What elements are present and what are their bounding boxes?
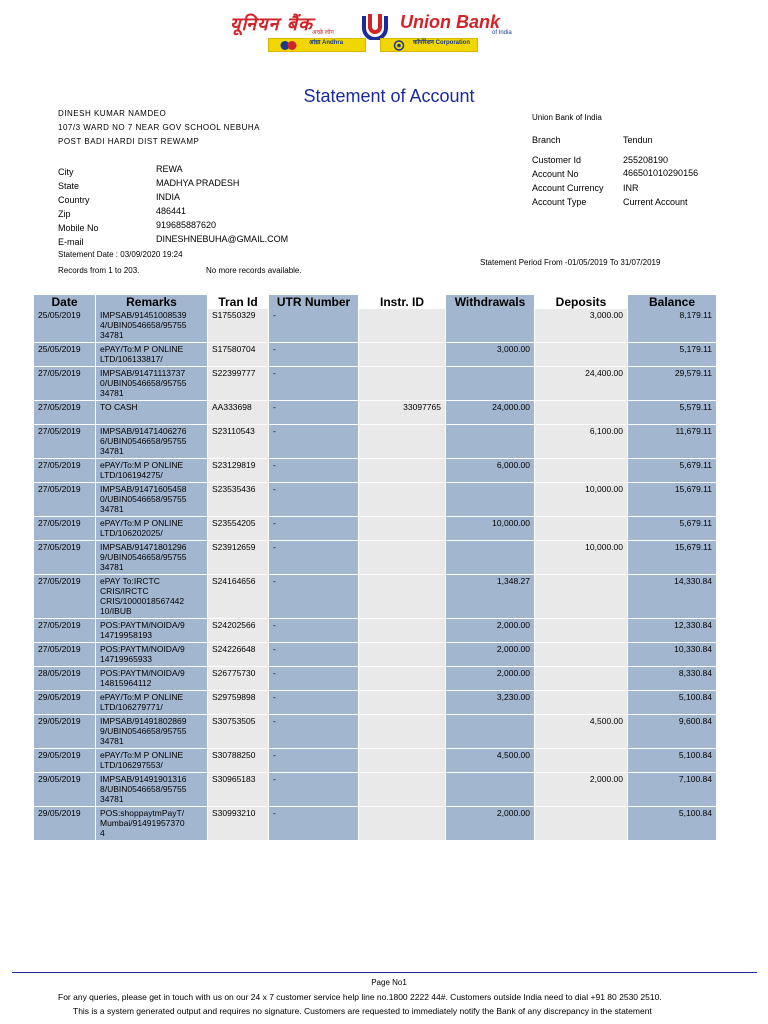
cell-instr-id [359,343,445,366]
cell-date: 27/05/2019 [34,541,95,574]
cell-instr-id [359,541,445,574]
cell-utr-number: - [269,643,358,666]
cell-withdrawal: 2,000.00 [446,807,534,840]
cell-date: 27/05/2019 [34,401,95,424]
cell-date: 25/05/2019 [34,343,95,366]
cell-deposit: 6,100.00 [535,425,627,458]
table-row [34,309,716,343]
email-value: DINESHNEBUHA@GMAIL.COM [156,234,289,244]
table-row [34,749,716,773]
cell-date: 29/05/2019 [34,773,95,806]
cell-utr-number: - [269,575,358,618]
table-row [34,643,716,667]
cell-deposit [535,807,627,840]
country-label: Country [58,195,90,205]
table-row [34,541,716,575]
cell-deposit: 3,000.00 [535,309,627,342]
branch-value: Tendun [623,135,653,145]
cell-utr-number: - [269,773,358,806]
state-value: MADHYA PRADESH [156,178,240,188]
table-row [34,367,716,401]
cell-withdrawal: 2,000.00 [446,619,534,642]
table-row [34,667,716,691]
cell-tran-id: S24202566 [208,619,268,642]
cell-utr-number: - [269,691,358,714]
cell-utr-number: - [269,749,358,772]
cell-remarks: POS:PAYTM/NOIDA/9 14719958193 [96,619,207,642]
cell-instr-id [359,367,445,400]
andhra-bank-text: आंध्रा Andhra [309,40,344,46]
table-row [34,807,716,841]
cell-date: 27/05/2019 [34,483,95,516]
cell-remarks: POS:PAYTM/NOIDA/9 14815964112 [96,667,207,690]
mobile-value: 919685887620 [156,220,217,230]
cell-utr-number: - [269,619,358,642]
cell-utr-number: - [269,367,358,400]
zip-value: 486441 [156,206,187,216]
cell-withdrawal: 24,000.00 [446,401,534,424]
cell-withdrawal [446,773,534,806]
cell-balance: 11,679.11 [628,425,716,458]
table-header [34,295,716,309]
cell-withdrawal: 2,000.00 [446,643,534,666]
cell-remarks: IMPSAB/91471406276 6/UBIN0546658/95755 34781 [96,425,207,458]
cell-balance: 8,330.84 [628,667,716,690]
cell-tran-id: S23129819 [208,459,268,482]
cell-deposit [535,517,627,540]
cell-date: 29/05/2019 [34,715,95,748]
table-row [34,517,716,541]
cell-deposit: 4,500.00 [535,715,627,748]
cell-instr-id [359,575,445,618]
customer-address-line-2: POST BADI HARDI DIST REWAMP [58,137,200,146]
corporation-bank-icon [389,40,409,51]
zip-label: Zip [58,209,71,219]
cell-withdrawal: 10,000.00 [446,517,534,540]
cell-utr-number: - [269,459,358,482]
table-row [34,715,716,749]
cell-remarks: ePAY/To:M P ONLINE LTD/106297553/ [96,749,207,772]
cell-instr-id [359,667,445,690]
cell-remarks: ePAY/To:M P ONLINE LTD/106133817/ [96,343,207,366]
cell-balance: 14,330.84 [628,575,716,618]
table-row [34,425,716,459]
cell-tran-id: S17550329 [208,309,268,342]
cell-utr-number: - [269,483,358,516]
cell-instr-id [359,483,445,516]
cell-tran-id: S24164656 [208,575,268,618]
transactions-table [34,295,716,841]
cell-withdrawal: 4,500.00 [446,749,534,772]
table-row [34,459,716,483]
cell-balance: 29,579.11 [628,367,716,400]
footer-divider [12,972,757,973]
cell-utr-number: - [269,343,358,366]
cell-remarks: ePAY To:IRCTC CRIS/IRCTC CRIS/1000018567442 10/IBUB [96,575,207,618]
cell-utr-number: - [269,401,358,424]
cell-balance: 8,179.11 [628,309,716,342]
cell-deposit [535,343,627,366]
account-no-label: Account No [532,169,579,179]
cell-deposit [535,459,627,482]
cell-withdrawal [446,425,534,458]
cell-instr-id [359,459,445,482]
cell-tran-id: S30788250 [208,749,268,772]
cell-deposit [535,643,627,666]
footer-helpline-note: For any queries, please get in touch with us on our 24 x 7 customer service help line no.1800 2222 44#. Customers outside India need to dial +91 80 2530 2510. [58,992,662,1002]
cell-tran-id: S23912659 [208,541,268,574]
cell-deposit [535,575,627,618]
cell-balance: 7,100.84 [628,773,716,806]
cell-deposit: 24,400.00 [535,367,627,400]
cell-remarks: POS:PAYTM/NOIDA/9 14719965933 [96,643,207,666]
cell-remarks: IMPSAB/91471113737 0/UBIN0546658/95755 34781 [96,367,207,400]
col-header-remarks: Remarks [96,295,207,309]
cell-remarks: ePAY/To:M P ONLINE LTD/106194275/ [96,459,207,482]
cell-balance: 5,679.11 [628,517,716,540]
customer-id-label: Customer Id [532,155,582,165]
corporation-bank-logo [380,38,478,52]
cell-date: 25/05/2019 [34,309,95,342]
page-number: Page No1 [371,978,407,987]
statement-date: Statement Date : 03/09/2020 19:24 [58,250,183,259]
cell-tran-id: S30753505 [208,715,268,748]
cell-date: 27/05/2019 [34,367,95,400]
logo-hindi-text: यूनियन बैंक [230,14,313,35]
cell-withdrawal: 1,348.27 [446,575,534,618]
cell-withdrawal [446,309,534,342]
cell-utr-number: - [269,667,358,690]
table-body [34,309,716,841]
account-currency-value: INR [623,183,639,193]
cell-tran-id: S23554205 [208,517,268,540]
logo-english-tagline: of India [492,30,512,36]
cell-date: 29/05/2019 [34,807,95,840]
account-type-label: Account Type [532,197,587,207]
cell-date: 29/05/2019 [34,749,95,772]
cell-tran-id: S23535436 [208,483,268,516]
cell-remarks: IMPSAB/91491901316 8/UBIN0546658/95755 34781 [96,773,207,806]
cell-deposit [535,691,627,714]
cell-deposit [535,619,627,642]
amalgamated-banks-strip [268,38,478,52]
cell-balance: 9,600.84 [628,715,716,748]
logo-hindi-tagline: अच्छे लोग [312,29,334,36]
cell-utr-number: - [269,425,358,458]
no-more-records: No more records available. [206,266,302,275]
table-row [34,343,716,367]
customer-address-line-1: 107/3 WARD NO 7 NEAR GOV SCHOOL NEBUHA [58,123,261,132]
records-range: Records from 1 to 203. [58,266,140,275]
cell-instr-id [359,619,445,642]
cell-tran-id: S22399777 [208,367,268,400]
cell-instr-id: 33097765 [359,401,445,424]
cell-withdrawal [446,715,534,748]
cell-instr-id [359,643,445,666]
bank-logo [230,10,550,34]
customer-id-value: 255208190 [623,155,669,165]
cell-instr-id [359,773,445,806]
cell-date: 27/05/2019 [34,643,95,666]
table-row [34,401,716,425]
col-header-balance: Balance [628,295,716,309]
cell-remarks: IMPSAB/91471801296 9/UBIN0546658/95755 34781 [96,541,207,574]
cell-balance: 5,100.84 [628,749,716,772]
country-value: INDIA [156,192,181,202]
city-value: REWA [156,164,183,174]
andhra-bank-logo [268,38,366,52]
account-no-value: 466501010290156 [623,168,699,178]
col-header-withdrawals: Withdrawals [446,295,534,309]
cell-withdrawal [446,541,534,574]
cell-instr-id [359,691,445,714]
cell-tran-id: S17580704 [208,343,268,366]
andhra-bank-icon [279,40,299,51]
cell-date: 29/05/2019 [34,691,95,714]
cell-deposit [535,667,627,690]
cell-deposit: 10,000.00 [535,483,627,516]
cell-date: 27/05/2019 [34,425,95,458]
cell-balance: 10,330.84 [628,643,716,666]
table-row [34,691,716,715]
cell-withdrawal: 3,000.00 [446,343,534,366]
cell-withdrawal [446,483,534,516]
cell-instr-id [359,807,445,840]
corporation-bank-text: कॉर्पोरेशन Corporation [413,40,470,46]
cell-deposit: 2,000.00 [535,773,627,806]
cell-remarks: TO CASH [96,401,207,424]
cell-deposit: 10,000.00 [535,541,627,574]
cell-balance: 5,179.11 [628,343,716,366]
col-header-utr-number: UTR Number [269,295,358,309]
cell-remarks: ePAY/To:M P ONLINE LTD/106279771/ [96,691,207,714]
cell-balance: 5,100.84 [628,807,716,840]
table-row [34,773,716,807]
cell-remarks: IMPSAB/91471605458 0/UBIN0546658/95755 34781 [96,483,207,516]
cell-deposit [535,749,627,772]
cell-remarks: ePAY/To:M P ONLINE LTD/106202025/ [96,517,207,540]
account-currency-label: Account Currency [532,183,604,193]
cell-date: 28/05/2019 [34,667,95,690]
cell-tran-id: S30993210 [208,807,268,840]
account-type-value: Current Account [623,197,688,207]
cell-tran-id: S30965183 [208,773,268,806]
cell-balance: 5,100.84 [628,691,716,714]
cell-withdrawal: 6,000.00 [446,459,534,482]
cell-withdrawal: 3,230.00 [446,691,534,714]
cell-balance: 5,679.11 [628,459,716,482]
cell-utr-number: - [269,715,358,748]
cell-instr-id [359,517,445,540]
cell-utr-number: - [269,517,358,540]
cell-tran-id: S24226648 [208,643,268,666]
col-header-instr-id: Instr. ID [359,295,445,309]
email-label: E-mail [58,237,84,247]
cell-date: 27/05/2019 [34,575,95,618]
cell-balance: 12,330.84 [628,619,716,642]
cell-instr-id [359,749,445,772]
page-title: Statement of Account [303,86,475,106]
cell-instr-id [359,425,445,458]
cell-withdrawal: 2,000.00 [446,667,534,690]
cell-utr-number: - [269,541,358,574]
cell-utr-number: - [269,309,358,342]
table-row [34,575,716,619]
mobile-label: Mobile No [58,223,99,233]
state-label: State [58,181,80,191]
cell-instr-id [359,309,445,342]
cell-tran-id: S29759898 [208,691,268,714]
col-header-date: Date [34,295,95,309]
cell-date: 27/05/2019 [34,619,95,642]
col-header-deposits: Deposits [535,295,627,309]
statement-period: Statement Period From -01/05/2019 To 31/07/2019 [480,258,661,267]
cell-balance: 15,679.11 [628,483,716,516]
branch-label: Branch [532,135,561,145]
cell-tran-id: S26775730 [208,667,268,690]
cell-deposit [535,401,627,424]
table-row [34,483,716,517]
cell-tran-id: AA333698 [208,401,268,424]
union-bank-emblem-icon [358,10,392,40]
cell-balance: 5,579.11 [628,401,716,424]
cell-utr-number: - [269,807,358,840]
customer-name: DINESH KUMAR NAMDEO [58,109,167,118]
footer-disclaimer: This is a system generated output and requires no signature. Customers are requested to immediately notify the Bank of any discrepancy in the statement [73,1006,652,1016]
city-label: City [58,167,74,177]
bank-name: Union Bank of India [532,113,602,122]
cell-date: 27/05/2019 [34,517,95,540]
cell-withdrawal [446,367,534,400]
cell-balance: 15,679.11 [628,541,716,574]
logo-english-text: Union Bank [400,12,501,32]
cell-remarks: IMPSAB/91451008539 4/UBIN0546658/95755 34781 [96,309,207,342]
cell-remarks: POS:shoppaytmPayT/ Mumbai/91491957370 4 [96,807,207,840]
cell-tran-id: S23110543 [208,425,268,458]
table-row [34,619,716,643]
cell-remarks: IMPSAB/91491802869 9/UBIN0546658/95755 34781 [96,715,207,748]
cell-instr-id [359,715,445,748]
col-header-tran-id: Tran Id [208,295,268,309]
cell-date: 27/05/2019 [34,459,95,482]
